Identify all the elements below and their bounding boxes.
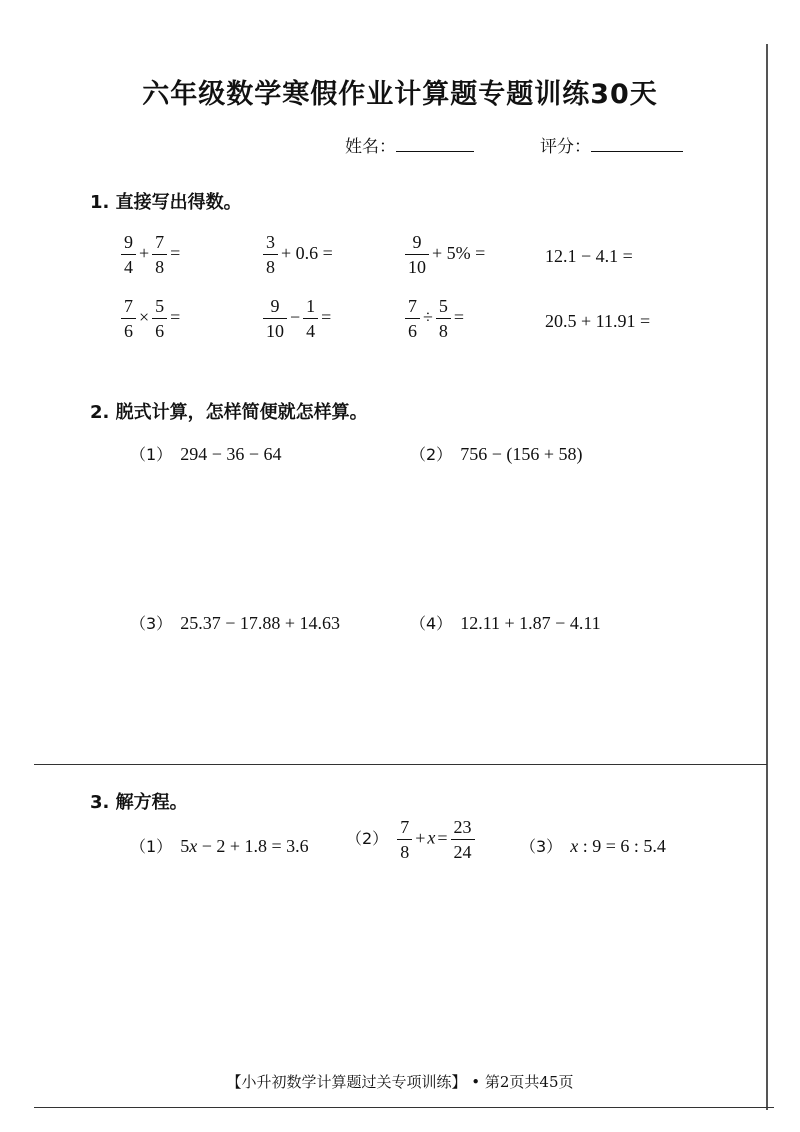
fraction: $\frac{7}{8}$ bbox=[152, 233, 167, 276]
fraction: $\frac{5}{6}$ bbox=[152, 297, 167, 340]
section-2-heading: 2. 脱式计算，怎样简便就怎样算。 bbox=[90, 402, 368, 423]
right-margin-line bbox=[766, 44, 768, 1110]
fraction: $\frac{7}{6}$ bbox=[121, 297, 136, 340]
problem-2-4: （4） 12.11 + 1.87 − 4.11 bbox=[410, 613, 601, 633]
fraction: $\frac{3}{8}$ bbox=[263, 233, 278, 276]
problem-1-2: $\frac{3}{8}$ + 0.6 = bbox=[262, 233, 335, 276]
problem-1-5: $\frac{7}{6}$ × $\frac{5}{6}$ = bbox=[120, 297, 182, 340]
fraction: $\frac{9}{10}$ bbox=[405, 233, 429, 276]
score-label: 评分： bbox=[540, 137, 591, 157]
problem-1-6: $\frac{9}{10}$ − $\frac{1}{4}$ = bbox=[262, 297, 333, 340]
page-footer: 【小升初数学计算题过关专项训练】 • 第2页共45页 bbox=[226, 1073, 574, 1091]
section-divider bbox=[34, 764, 767, 765]
fraction: $\frac{23}{24}$ bbox=[451, 818, 475, 861]
problem-2-1: （1） 294 − 36 − 64 bbox=[130, 444, 282, 464]
name-field bbox=[345, 132, 474, 157]
fraction: $\frac{1}{4}$ bbox=[303, 297, 318, 340]
fraction: $\frac{9}{4}$ bbox=[121, 233, 136, 276]
fraction: $\frac{7}{8}$ bbox=[397, 818, 412, 861]
question-number: （3） bbox=[130, 614, 173, 633]
question-number: （1） bbox=[130, 837, 173, 856]
page-title: 六年级数学寒假作业计算题专题训练30天 bbox=[142, 79, 658, 110]
equation-3: （3） x : 9 = 6 : 5.4 bbox=[520, 836, 666, 856]
question-number: （3） bbox=[520, 837, 563, 856]
footer-rule bbox=[34, 1107, 774, 1108]
fraction: $\frac{5}{8}$ bbox=[436, 297, 451, 340]
problem-1-7: $\frac{7}{6}$ ÷ $\frac{5}{8}$ = bbox=[404, 297, 466, 340]
question-number: （2） bbox=[346, 828, 389, 848]
question-number: （2） bbox=[410, 445, 453, 464]
problem-1-1: $\frac{9}{4}$ + $\frac{7}{8}$ = bbox=[120, 233, 182, 276]
equation-2: （2） $\frac{7}{8}$ + x = $\frac{23}{24}$ bbox=[346, 818, 476, 861]
question-number: （1） bbox=[130, 445, 173, 464]
fraction: $\frac{7}{6}$ bbox=[405, 297, 420, 340]
equation-1: （1） 5x − 2 + 1.8 = 3.6 bbox=[130, 836, 309, 856]
problem-1-8: 20.5 + 11.91 = bbox=[545, 311, 651, 331]
name-label: 姓名： bbox=[345, 137, 396, 157]
section-1-heading: 1. 直接写出得数。 bbox=[90, 192, 242, 213]
section-3-heading: 3. 解方程。 bbox=[90, 792, 188, 813]
problem-2-2: （2） 756 − (156 + 58) bbox=[410, 444, 583, 464]
score-field bbox=[540, 132, 683, 157]
problem-1-4: 12.1 − 4.1 = bbox=[545, 246, 633, 266]
fraction: $\frac{9}{10}$ bbox=[263, 297, 287, 340]
problem-1-3: $\frac{9}{10}$ + 5% = bbox=[404, 233, 487, 276]
name-blank[interactable] bbox=[396, 151, 474, 152]
score-blank[interactable] bbox=[591, 151, 683, 152]
question-number: （4） bbox=[410, 614, 453, 633]
problem-2-3: （3） 25.37 − 17.88 + 14.63 bbox=[130, 613, 340, 633]
